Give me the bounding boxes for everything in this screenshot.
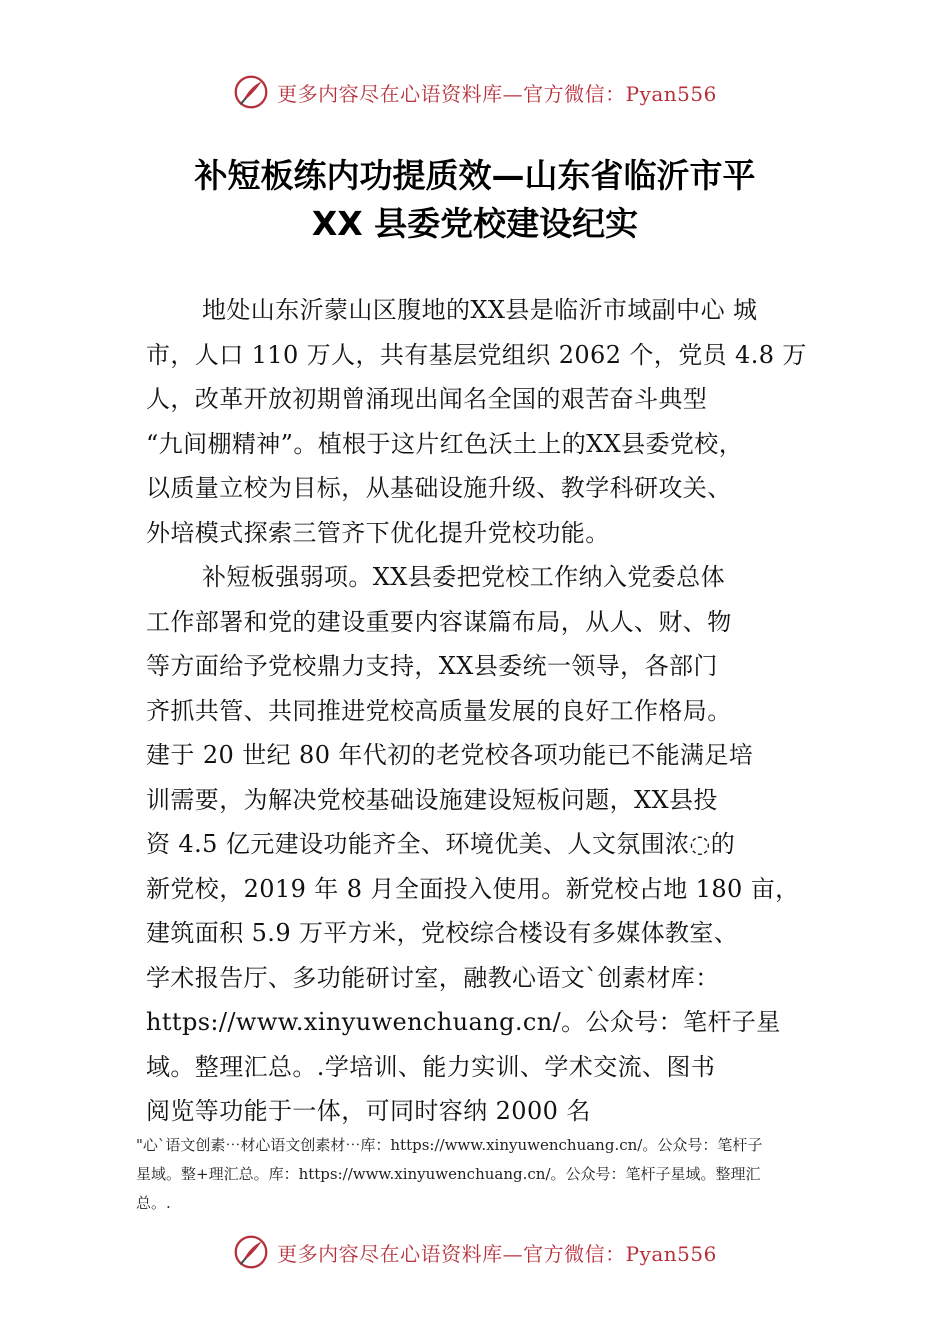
footnote	[136, 1131, 836, 1218]
document-body	[146, 288, 836, 1134]
paragraph-2	[146, 555, 836, 1134]
header-watermark-text: 更多内容尽在心语资料库—官方微信：Pyan556	[277, 81, 717, 106]
header-watermark-banner	[0, 70, 950, 114]
text-line: 等方面给予党校鼎力支持，XX县委统一领导，各部门	[146, 652, 718, 680]
text-line: 市，人口 110 万人，共有基层党组织 2062 个，党员 4.8 万	[146, 340, 807, 369]
text-line: 训需要，为解决党校基础设施建设短板问题，XX县投	[146, 785, 718, 814]
feather-pen-icon	[233, 74, 269, 110]
footnote-line: 星域。整+理汇总。库：https://www.xinyuwenchuang.cn/。公众号：笔杆子星域。整理汇	[136, 1165, 761, 1183]
text-line: “九间棚精神”。植根于这片红色沃土上的XX县委党校，	[146, 429, 744, 458]
text-line: 学术报告厅、多功能研讨室，融教心语文`创素材库：	[146, 963, 720, 992]
title-line-2: XX 县委党校建设纪实	[311, 204, 639, 243]
text-line: 建筑面积 5.9 万平方米，党校综合楼设有多媒体教室、	[146, 919, 739, 947]
text-line: https://www.xinyuwenchuang.cn/。公众号：笔杆子星	[146, 1008, 781, 1036]
document-title	[0, 152, 950, 248]
text-line: 补短板强弱项。XX县委把党校工作纳入党委总体	[202, 563, 725, 591]
text-line: 齐抓共管、共同推进党校高质量发展的良好工作格局。	[146, 696, 732, 725]
text-line: 工作部署和党的建设重要内容谋篇布局，从人、财、物	[146, 607, 732, 636]
footnote-line: 总。.	[136, 1194, 171, 1212]
title-line-1: 补短板练内功提质效—山东省临沂市平	[194, 156, 756, 195]
feather-pen-icon	[233, 1234, 269, 1270]
footer-watermark-text: 更多内容尽在心语资料库—官方微信：Pyan556	[277, 1241, 717, 1266]
text-line: 资 4.5 亿元建设功能齐全、环境优美、人文氛围浓◌的	[146, 830, 736, 858]
paragraph-1	[146, 288, 836, 555]
text-line: 新党校，2019 年 8 月全面投入使用。新党校占地 180 亩，	[146, 874, 800, 903]
text-line: 域。整理汇总。.学培训、能力实训、学术交流、图书	[146, 1052, 716, 1081]
text-line: 建于 20 世纪 80 年代初的老党校各项功能已不能满足培	[146, 741, 754, 769]
footnote-line: "心`语文创素⋯材心语文创素材⋯库：https://www.xinyuwenchuang.cn/。公众号：笔杆子	[136, 1136, 763, 1154]
text-line: 人，改革开放初期曾涌现出闻名全国的艰苦奋斗典型	[146, 385, 708, 413]
text-line: 地处山东沂蒙山区腹地的XX县是临沂市域副中心 城	[202, 296, 758, 324]
text-line: 以质量立校为目标，从基础设施升级、教学科研攻关、	[146, 474, 732, 502]
text-line: 外培模式探索三管齐下优化提升党校功能。	[146, 518, 610, 547]
text-line: 阅览等功能于一体，可同时容纳 2000 名	[146, 1097, 591, 1125]
footer-watermark-banner	[0, 1230, 950, 1274]
